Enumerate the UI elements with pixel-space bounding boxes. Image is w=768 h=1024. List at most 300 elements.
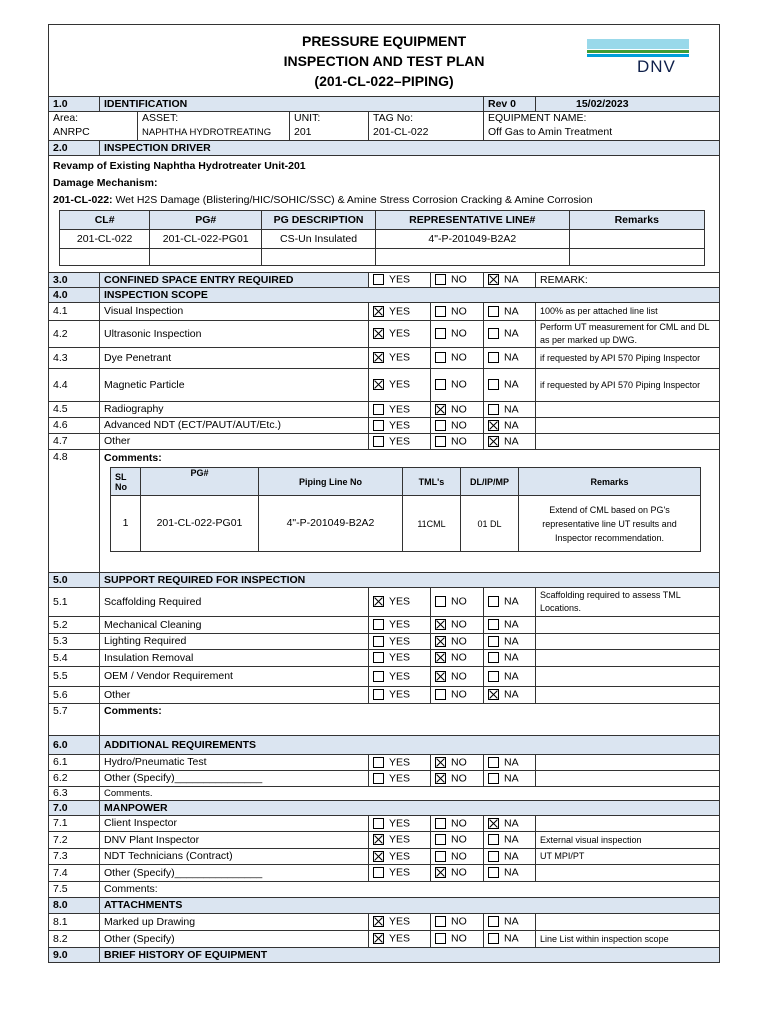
checkbox-icon[interactable]: [488, 596, 499, 607]
item-label: Other (Specify)_______________: [100, 771, 369, 787]
checkbox-icon[interactable]: [435, 689, 446, 700]
no-option[interactable]: NO: [431, 588, 484, 617]
checkbox-icon[interactable]: [435, 274, 446, 285]
yes-option[interactable]: YES: [369, 348, 431, 369]
item-remark: Line List within inspection scope: [536, 931, 720, 948]
checked-checkbox-icon[interactable]: [435, 773, 446, 784]
pg-header-remarks: Remarks: [569, 211, 704, 230]
yes-option[interactable]: YES: [369, 650, 431, 667]
unit-value: 201: [290, 126, 369, 141]
section-attachments: [49, 898, 720, 914]
section-title: BRIEF HISTORY OF EQUIPMENT: [100, 948, 720, 963]
table-row: [49, 617, 720, 634]
checked-checkbox-icon[interactable]: [373, 352, 384, 363]
table-row: [49, 369, 720, 402]
item-number: 4.5: [49, 402, 100, 418]
table-row: [49, 667, 720, 687]
checked-checkbox-icon[interactable]: [435, 757, 446, 768]
itp-table: [48, 24, 720, 963]
item-remark: [536, 418, 720, 434]
na-option[interactable]: NA: [484, 321, 536, 348]
na-option[interactable]: NA: [484, 303, 536, 321]
support-rows: [49, 588, 720, 704]
item-number: 7.5: [49, 882, 100, 898]
checkbox-icon[interactable]: [435, 420, 446, 431]
checked-checkbox-icon[interactable]: [373, 596, 384, 607]
section-number: 7.0: [49, 801, 100, 816]
no-option[interactable]: NO: [431, 667, 484, 687]
section-number: 2.0: [49, 141, 100, 156]
pg-cell: 201-CL-022-PG01: [150, 230, 262, 249]
logo-bar-light: [587, 39, 689, 49]
pg-header-desc: PG DESCRIPTION: [262, 211, 376, 230]
remark-label: REMARK:: [536, 273, 720, 288]
table-row: [49, 588, 720, 617]
checked-checkbox-icon[interactable]: [435, 671, 446, 682]
tml-header-sl: SL No: [111, 468, 141, 496]
pg-header-line: REPRESENTATIVE LINE#: [376, 211, 570, 230]
checkbox-icon[interactable]: [488, 636, 499, 647]
yes-option[interactable]: YES: [369, 634, 431, 650]
tml-cell: 4"-P-201049-B2A2: [259, 496, 403, 552]
na-option[interactable]: NA: [484, 634, 536, 650]
checkbox-icon[interactable]: [488, 379, 499, 390]
na-option[interactable]: NA: [484, 434, 536, 450]
na-option[interactable]: NA: [484, 418, 536, 434]
na-option[interactable]: NA: [484, 865, 536, 882]
section-identification: [49, 97, 720, 112]
item-number: 4.7: [49, 434, 100, 450]
item-number: 7.2: [49, 832, 100, 849]
table-row: [49, 634, 720, 650]
na-option[interactable]: NA: [484, 771, 536, 787]
tml-header-dl: DL/IP/MP: [461, 468, 519, 496]
additional-comments-row: [49, 787, 720, 801]
revision: Rev 0: [484, 97, 536, 112]
section-support: [49, 573, 720, 588]
checkbox-icon[interactable]: [488, 352, 499, 363]
checkbox-icon[interactable]: [373, 818, 384, 829]
table-row: [49, 771, 720, 787]
yes-option[interactable]: YES: [369, 273, 431, 288]
na-option[interactable]: NA: [484, 832, 536, 849]
no-option[interactable]: NO: [431, 434, 484, 450]
item-label: Mechanical Cleaning: [100, 617, 369, 634]
item-label: Hydro/Pneumatic Test: [100, 755, 369, 771]
checkbox-icon[interactable]: [435, 436, 446, 447]
yes-option[interactable]: YES: [369, 771, 431, 787]
section-inspection-driver: [49, 141, 720, 156]
no-option[interactable]: NO: [431, 687, 484, 704]
no-option[interactable]: NO: [431, 634, 484, 650]
yes-option[interactable]: YES: [369, 816, 431, 832]
checked-checkbox-icon[interactable]: [373, 379, 384, 390]
checkbox-icon[interactable]: [435, 916, 446, 927]
section-title: IDENTIFICATION: [100, 97, 484, 112]
checked-checkbox-icon[interactable]: [435, 404, 446, 415]
checked-checkbox-icon[interactable]: [435, 867, 446, 878]
checked-checkbox-icon[interactable]: [373, 933, 384, 944]
tml-header-line: Piping Line No: [259, 468, 403, 496]
identification-values: [49, 126, 720, 141]
section-title: ATTACHMENTS: [100, 898, 720, 914]
item-label: Visual Inspection: [100, 303, 369, 321]
item-number: 6.3: [49, 787, 100, 801]
table-row: [49, 755, 720, 771]
no-option[interactable]: NO: [431, 650, 484, 667]
checkbox-icon[interactable]: [435, 352, 446, 363]
checkbox-icon[interactable]: [373, 404, 384, 415]
identification-labels: [49, 112, 720, 126]
table-row: [49, 321, 720, 348]
item-remark: Scaffolding required to assess TML Locations.: [536, 588, 720, 617]
no-option[interactable]: NO: [431, 816, 484, 832]
item-remark: [536, 771, 720, 787]
item-label: Lighting Required: [100, 634, 369, 650]
item-label: Client Inspector: [100, 816, 369, 832]
na-option[interactable]: NA: [484, 849, 536, 865]
comments-label: Comments:: [100, 704, 720, 736]
no-option[interactable]: NO: [431, 755, 484, 771]
table-row: [49, 931, 720, 948]
yes-option[interactable]: YES: [369, 617, 431, 634]
table-row: [49, 849, 720, 865]
checkbox-icon[interactable]: [488, 328, 499, 339]
revision-date: 15/02/2023: [536, 97, 720, 112]
checkbox-icon[interactable]: [488, 757, 499, 768]
tag-label: TAG No:: [369, 112, 484, 126]
checkbox-icon[interactable]: [435, 306, 446, 317]
checked-checkbox-icon[interactable]: [435, 652, 446, 663]
checkbox-icon[interactable]: [373, 867, 384, 878]
tml-table-header: [111, 468, 701, 496]
item-remark: External visual inspection: [536, 832, 720, 849]
checkbox-icon[interactable]: [488, 773, 499, 784]
no-option[interactable]: NO: [431, 402, 484, 418]
yes-option[interactable]: YES: [369, 832, 431, 849]
unit-label: UNIT:: [290, 112, 369, 126]
damage-mechanism-text: 201-CL-022: Wet H2S Damage (Blistering/HIC/SOHIC/SSC) & Amine Stress Corrosion Cracking & Amine Corrosion: [53, 194, 593, 206]
checkbox-icon[interactable]: [488, 851, 499, 862]
checked-checkbox-icon[interactable]: [373, 328, 384, 339]
item-number: 5.5: [49, 667, 100, 687]
checkbox-icon[interactable]: [488, 619, 499, 630]
item-number: 8.1: [49, 914, 100, 931]
checkbox-icon[interactable]: [373, 636, 384, 647]
section-title: INSPECTION SCOPE: [100, 288, 720, 303]
no-option[interactable]: NO: [431, 321, 484, 348]
yes-option[interactable]: YES: [369, 687, 431, 704]
inspection-test-plan-document: [48, 24, 719, 963]
pg-header-cl: CL#: [60, 211, 150, 230]
section-number: 9.0: [49, 948, 100, 963]
item-number: 6.1: [49, 755, 100, 771]
title-line-3: (201-CL-022–PIPING): [314, 72, 454, 89]
item-number: 4.2: [49, 321, 100, 348]
checkbox-icon[interactable]: [435, 596, 446, 607]
logo-bar-green: [587, 50, 689, 53]
yes-option[interactable]: YES: [369, 588, 431, 617]
checkbox-icon[interactable]: [373, 652, 384, 663]
item-remark: [536, 755, 720, 771]
checkbox-icon[interactable]: [373, 671, 384, 682]
yes-option[interactable]: YES: [369, 914, 431, 931]
no-option[interactable]: NO: [431, 418, 484, 434]
checkbox-icon[interactable]: [373, 757, 384, 768]
area-label: Area:: [49, 112, 138, 126]
yes-option[interactable]: YES: [369, 369, 431, 402]
asset-label: ASSET:: [138, 112, 290, 126]
item-remark: [536, 865, 720, 882]
no-option[interactable]: NO: [431, 832, 484, 849]
item-label: Magnetic Particle: [100, 369, 369, 402]
item-remark: [536, 816, 720, 832]
no-option[interactable]: NO: [431, 865, 484, 882]
item-label: Ultrasonic Inspection: [100, 321, 369, 348]
manpower-rows: [49, 816, 720, 882]
tml-cell: 1: [111, 496, 141, 552]
table-row: [49, 865, 720, 882]
yes-option[interactable]: YES: [369, 303, 431, 321]
tml-header-remarks: Remarks: [519, 468, 701, 496]
item-remark: if requested by API 570 Piping Inspector: [536, 369, 720, 402]
pg-cell: CS-Un Insulated: [262, 230, 376, 249]
no-option[interactable]: NO: [431, 369, 484, 402]
na-option[interactable]: NA: [484, 402, 536, 418]
item-label: Dye Penetrant: [100, 348, 369, 369]
section-inspection-scope: [49, 288, 720, 303]
yes-option[interactable]: YES: [369, 931, 431, 948]
pg-cell: 201-CL-022: [60, 230, 150, 249]
checkbox-icon[interactable]: [488, 306, 499, 317]
area-value: ANRPC: [49, 126, 138, 141]
table-row: [49, 832, 720, 849]
section-history: [49, 948, 720, 963]
checked-checkbox-icon[interactable]: [373, 916, 384, 927]
comments-label: Comments:: [100, 882, 720, 898]
no-option[interactable]: NO: [431, 849, 484, 865]
pg-table: [59, 210, 705, 266]
na-option[interactable]: NA: [484, 617, 536, 634]
item-remark: [536, 434, 720, 450]
item-number: 5.6: [49, 687, 100, 704]
na-option[interactable]: NA: [484, 369, 536, 402]
checkbox-icon[interactable]: [488, 671, 499, 682]
checked-checkbox-icon[interactable]: [488, 274, 499, 285]
checked-checkbox-icon[interactable]: [435, 636, 446, 647]
tag-value: 201-CL-022: [369, 126, 484, 141]
no-option[interactable]: NO: [431, 273, 484, 288]
item-number: 5.4: [49, 650, 100, 667]
item-number: 7.1: [49, 816, 100, 832]
na-option[interactable]: NA: [484, 667, 536, 687]
item-remark: [536, 634, 720, 650]
item-number: 7.4: [49, 865, 100, 882]
na-option[interactable]: NA: [484, 755, 536, 771]
table-row: [60, 249, 705, 266]
asset-value: NAPHTHA HYDROTREATING: [138, 126, 290, 141]
checkbox-icon[interactable]: [373, 420, 384, 431]
na-option[interactable]: NA: [484, 914, 536, 931]
item-remark: [536, 667, 720, 687]
item-remark: Perform UT measurement for CML and DL as per marked up DWG.: [536, 321, 720, 348]
section-title: INSPECTION DRIVER: [100, 141, 720, 156]
section-confined-space: [49, 273, 720, 288]
na-option[interactable]: NA: [484, 816, 536, 832]
checkbox-icon[interactable]: [435, 851, 446, 862]
section-number: 6.0: [49, 736, 100, 755]
yes-option[interactable]: YES: [369, 402, 431, 418]
table-row: [60, 230, 705, 249]
item-label: Scaffolding Required: [100, 588, 369, 617]
checkbox-icon[interactable]: [373, 773, 384, 784]
section-title: MANPOWER: [100, 801, 720, 816]
checkbox-icon[interactable]: [435, 328, 446, 339]
checkbox-icon[interactable]: [488, 652, 499, 663]
yes-option[interactable]: YES: [369, 755, 431, 771]
damage-mechanism-label: Damage Mechanism:: [53, 177, 158, 189]
pg-header-pg: PG#: [150, 211, 262, 230]
table-row: [49, 687, 720, 704]
na-option[interactable]: NA: [484, 588, 536, 617]
checkbox-icon[interactable]: [373, 619, 384, 630]
tml-table: [110, 467, 701, 552]
checkbox-icon[interactable]: [373, 274, 384, 285]
item-remark: 100% as per attached line list: [536, 303, 720, 321]
pg-cell: 4"-P-201049-B2A2: [376, 230, 570, 249]
checkbox-icon[interactable]: [373, 689, 384, 700]
no-option[interactable]: NO: [431, 914, 484, 931]
no-option[interactable]: NO: [431, 771, 484, 787]
pg-cell: [569, 230, 704, 249]
checkbox-icon[interactable]: [373, 436, 384, 447]
na-option[interactable]: NA: [484, 931, 536, 948]
section-number: 4.0: [49, 288, 100, 303]
section-number: 5.0: [49, 573, 100, 588]
item-label: OEM / Vendor Requirement: [100, 667, 369, 687]
checkbox-icon[interactable]: [488, 834, 499, 845]
yes-option[interactable]: YES: [369, 434, 431, 450]
checked-checkbox-icon[interactable]: [488, 818, 499, 829]
item-number: 5.1: [49, 588, 100, 617]
na-option[interactable]: NA: [484, 687, 536, 704]
equipment-name-value: Off Gas to Amin Treatment: [484, 126, 720, 141]
checked-checkbox-icon[interactable]: [488, 689, 499, 700]
checkbox-icon[interactable]: [488, 916, 499, 927]
tml-header-tml: TML's: [403, 468, 461, 496]
na-option[interactable]: NA: [484, 650, 536, 667]
item-number: 6.2: [49, 771, 100, 787]
section-additional: [49, 736, 720, 755]
section-number: 8.0: [49, 898, 100, 914]
item-label: DNV Plant Inspector: [100, 832, 369, 849]
checkbox-icon[interactable]: [435, 933, 446, 944]
logo-text: DNV: [637, 57, 676, 76]
item-number: 4.8: [49, 450, 100, 573]
table-row: [49, 303, 720, 321]
item-number: 8.2: [49, 931, 100, 948]
table-row: [49, 650, 720, 667]
tml-header-pg: PG#: [141, 468, 259, 496]
table-row: [49, 418, 720, 434]
comments-label: Comments:: [104, 452, 162, 464]
no-option[interactable]: NO: [431, 348, 484, 369]
checked-checkbox-icon[interactable]: [488, 420, 499, 431]
item-label: Marked up Drawing: [100, 914, 369, 931]
checkbox-icon[interactable]: [488, 933, 499, 944]
table-row: [49, 348, 720, 369]
dnv-logo: [587, 37, 689, 85]
table-row: [49, 914, 720, 931]
comments-label: Comments.: [100, 787, 720, 801]
yes-option[interactable]: YES: [369, 418, 431, 434]
checkbox-icon[interactable]: [435, 818, 446, 829]
item-label: Advanced NDT (ECT/PAUT/AUT/Etc.): [100, 418, 369, 434]
checked-checkbox-icon[interactable]: [373, 306, 384, 317]
item-label: Other (Specify): [100, 931, 369, 948]
checkbox-icon[interactable]: [488, 867, 499, 878]
item-remark: [536, 914, 720, 931]
item-number: 5.7: [49, 704, 100, 736]
yes-option[interactable]: YES: [369, 865, 431, 882]
item-remark: UT MPI/PT: [536, 849, 720, 865]
item-number: 7.3: [49, 849, 100, 865]
no-option[interactable]: NO: [431, 617, 484, 634]
section-number: 3.0: [49, 273, 100, 288]
section-title: CONFINED SPACE ENTRY REQUIRED: [100, 273, 369, 288]
section-title: SUPPORT REQUIRED FOR INSPECTION: [100, 573, 720, 588]
checked-checkbox-icon[interactable]: [488, 436, 499, 447]
item-remark: [536, 687, 720, 704]
equipment-name-label: EQUIPMENT NAME:: [484, 112, 720, 126]
item-label: NDT Technicians (Contract): [100, 849, 369, 865]
item-number: 4.4: [49, 369, 100, 402]
no-option[interactable]: NO: [431, 303, 484, 321]
item-label: Other (Specify)_______________: [100, 865, 369, 882]
tml-cell: 201-CL-022-PG01: [141, 496, 259, 552]
item-number: 5.2: [49, 617, 100, 634]
support-comments-row: [49, 704, 720, 736]
attachments-rows: [49, 914, 720, 948]
checked-checkbox-icon[interactable]: [435, 619, 446, 630]
table-row: [49, 402, 720, 418]
checkbox-icon[interactable]: [435, 379, 446, 390]
item-label: Insulation Removal: [100, 650, 369, 667]
checked-checkbox-icon[interactable]: [373, 851, 384, 862]
item-label: Other: [100, 687, 369, 704]
yes-option[interactable]: YES: [369, 321, 431, 348]
na-option[interactable]: NA: [484, 348, 536, 369]
yes-option[interactable]: YES: [369, 849, 431, 865]
item-remark: [536, 617, 720, 634]
tml-cell: 01 DL: [461, 496, 519, 552]
yes-option[interactable]: YES: [369, 667, 431, 687]
title-line-2: INSPECTION AND TEST PLAN: [283, 52, 485, 69]
na-option[interactable]: NA: [484, 273, 536, 288]
no-option[interactable]: NO: [431, 931, 484, 948]
pg-table-header: [60, 211, 705, 230]
checked-checkbox-icon[interactable]: [373, 834, 384, 845]
item-number: 5.3: [49, 634, 100, 650]
inspection-scope-rows: [49, 303, 720, 450]
title-line-1: PRESSURE EQUIPMENT: [301, 32, 467, 49]
checkbox-icon[interactable]: [488, 404, 499, 415]
header-row: [49, 25, 720, 97]
checkbox-icon[interactable]: [435, 834, 446, 845]
table-row: [111, 496, 701, 552]
additional-rows: [49, 755, 720, 787]
section-number: 1.0: [49, 97, 100, 112]
